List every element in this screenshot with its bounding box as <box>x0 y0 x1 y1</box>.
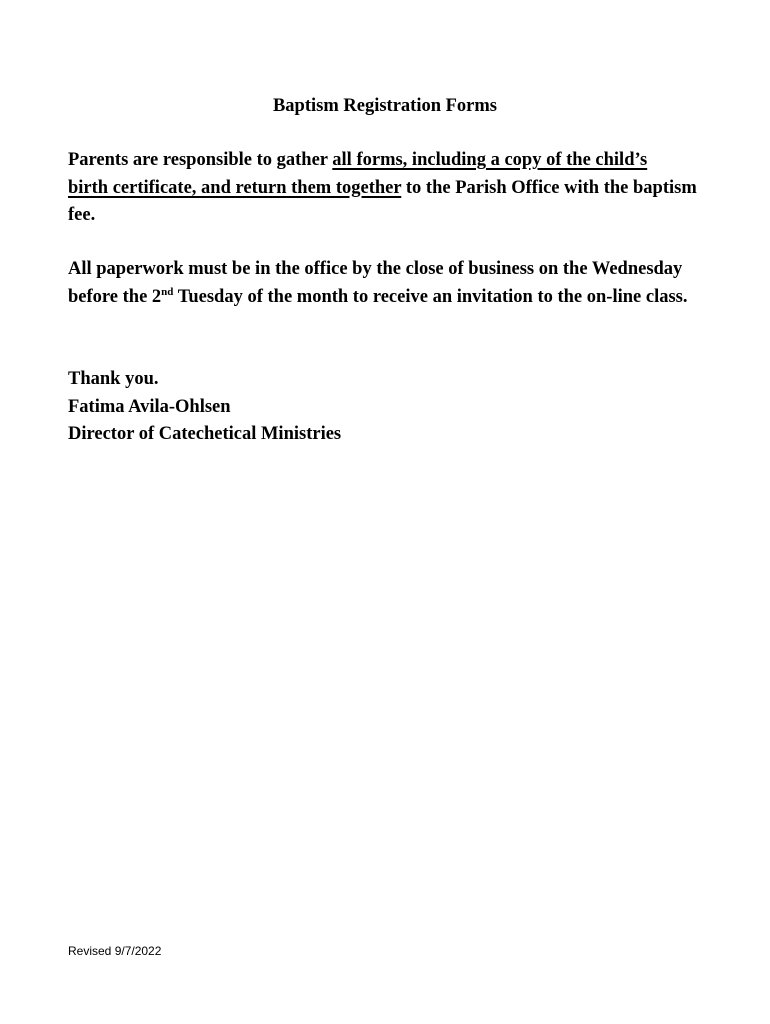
page-title: Baptism Registration Forms <box>272 96 498 116</box>
ordinal-superscript: nd <box>161 285 174 298</box>
deadline-paragraph <box>68 256 718 311</box>
instructions-text-end: to the Parish Office with the baptism fee. <box>68 177 697 225</box>
underlined-requirement-part-1: all forms, including a copy of the child’s <box>332 150 648 170</box>
thank-you-line: Thank you. <box>68 369 159 389</box>
signature-block <box>68 366 718 449</box>
instructions-paragraph <box>68 147 718 230</box>
signer-title: Director of Catechetical Ministries <box>68 424 342 444</box>
signer-name: Fatima Avila-Ohlsen <box>68 396 231 417</box>
deadline-text-start: All paperwork must be in the office by the close of business on the Wednesday before the 2 <box>68 259 683 307</box>
instructions-text-start: Parents are responsible to gather <box>68 150 333 170</box>
underlined-requirement-part-2: birth certificate, and return them together <box>68 177 402 198</box>
deadline-text-end: Tuesday of the month to receive an invitation to the on-line class. <box>173 286 688 307</box>
revision-date: Revised 9/7/2022 <box>68 944 162 958</box>
